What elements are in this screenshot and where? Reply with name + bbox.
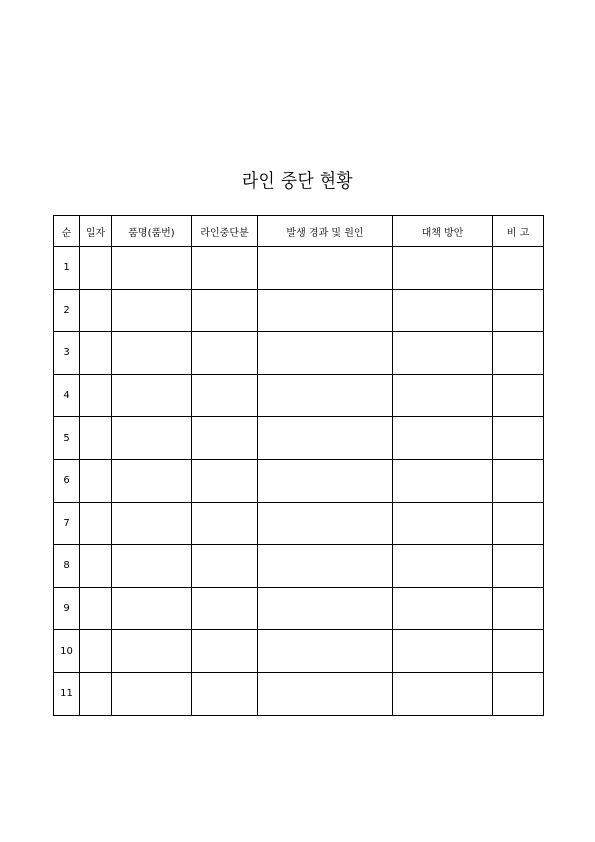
- countermeasure-cell[interactable]: [393, 289, 493, 332]
- header-remarks: 비 고: [493, 216, 544, 247]
- product-cell[interactable]: [112, 672, 192, 715]
- date-cell[interactable]: [80, 417, 112, 460]
- table-row: [54, 672, 544, 715]
- remarks-cell[interactable]: [493, 587, 544, 630]
- product-cell[interactable]: [112, 374, 192, 417]
- row-number: 4: [54, 374, 80, 417]
- cause-cell[interactable]: [258, 502, 393, 545]
- remarks-cell[interactable]: [493, 289, 544, 332]
- product-cell[interactable]: [112, 289, 192, 332]
- row-number: 10: [54, 630, 80, 673]
- product-cell[interactable]: [112, 417, 192, 460]
- product-cell[interactable]: [112, 459, 192, 502]
- remarks-cell[interactable]: [493, 247, 544, 290]
- document-title: 라인 중단 현황: [241, 170, 354, 192]
- table-row: [54, 459, 544, 502]
- date-cell[interactable]: [80, 289, 112, 332]
- countermeasure-cell[interactable]: [393, 332, 493, 375]
- countermeasure-cell[interactable]: [393, 587, 493, 630]
- cause-cell[interactable]: [258, 417, 393, 460]
- stop-minutes-cell[interactable]: [192, 332, 258, 375]
- table-row: [54, 332, 544, 375]
- countermeasure-cell[interactable]: [393, 417, 493, 460]
- cause-cell[interactable]: [258, 630, 393, 673]
- row-number: 11: [54, 672, 80, 715]
- stop-minutes-cell[interactable]: [192, 459, 258, 502]
- header-date: 일자: [80, 216, 112, 247]
- remarks-cell[interactable]: [493, 630, 544, 673]
- date-cell[interactable]: [80, 545, 112, 588]
- row-number: 5: [54, 417, 80, 460]
- countermeasure-cell[interactable]: [393, 374, 493, 417]
- cause-cell[interactable]: [258, 247, 393, 290]
- table-row: [54, 587, 544, 630]
- cause-cell[interactable]: [258, 545, 393, 588]
- cause-cell[interactable]: [258, 672, 393, 715]
- header-seq: 순: [54, 216, 80, 247]
- stop-minutes-cell[interactable]: [192, 417, 258, 460]
- countermeasure-cell[interactable]: [393, 672, 493, 715]
- countermeasure-cell[interactable]: [393, 545, 493, 588]
- stop-minutes-cell[interactable]: [192, 672, 258, 715]
- cause-cell[interactable]: [258, 374, 393, 417]
- row-number: 7: [54, 502, 80, 545]
- remarks-cell[interactable]: [493, 332, 544, 375]
- table-row: [54, 417, 544, 460]
- table-row: [54, 502, 544, 545]
- cause-cell[interactable]: [258, 289, 393, 332]
- header-product: 품명(품번): [112, 216, 192, 247]
- remarks-cell[interactable]: [493, 417, 544, 460]
- date-cell[interactable]: [80, 630, 112, 673]
- table-header-row: [54, 216, 544, 247]
- date-cell[interactable]: [80, 247, 112, 290]
- stop-minutes-cell[interactable]: [192, 545, 258, 588]
- cause-cell[interactable]: [258, 459, 393, 502]
- stop-minutes-cell[interactable]: [192, 630, 258, 673]
- line-stoppage-table: [53, 215, 544, 716]
- stop-minutes-cell[interactable]: [192, 247, 258, 290]
- table-row: [54, 374, 544, 417]
- table-row: [54, 630, 544, 673]
- product-cell[interactable]: [112, 630, 192, 673]
- product-cell[interactable]: [112, 587, 192, 630]
- countermeasure-cell[interactable]: [393, 459, 493, 502]
- date-cell[interactable]: [80, 502, 112, 545]
- date-cell[interactable]: [80, 459, 112, 502]
- stop-minutes-cell[interactable]: [192, 587, 258, 630]
- row-number: 3: [54, 332, 80, 375]
- product-cell[interactable]: [112, 247, 192, 290]
- countermeasure-cell[interactable]: [393, 502, 493, 545]
- product-cell[interactable]: [112, 332, 192, 375]
- date-cell[interactable]: [80, 672, 112, 715]
- stop-minutes-cell[interactable]: [192, 289, 258, 332]
- header-countermeasure: 대책 방안: [393, 216, 493, 247]
- table-row: [54, 545, 544, 588]
- row-number: 8: [54, 545, 80, 588]
- date-cell[interactable]: [80, 587, 112, 630]
- row-number: 9: [54, 587, 80, 630]
- cause-cell[interactable]: [258, 332, 393, 375]
- header-stop-minutes: 라인중단분: [192, 216, 258, 247]
- table-row: [54, 247, 544, 290]
- remarks-cell[interactable]: [493, 502, 544, 545]
- stop-minutes-cell[interactable]: [192, 502, 258, 545]
- date-cell[interactable]: [80, 332, 112, 375]
- product-cell[interactable]: [112, 502, 192, 545]
- date-cell[interactable]: [80, 374, 112, 417]
- remarks-cell[interactable]: [493, 374, 544, 417]
- row-number: 2: [54, 289, 80, 332]
- remarks-cell[interactable]: [493, 459, 544, 502]
- remarks-cell[interactable]: [493, 545, 544, 588]
- countermeasure-cell[interactable]: [393, 247, 493, 290]
- table-row: [54, 289, 544, 332]
- stop-minutes-cell[interactable]: [192, 374, 258, 417]
- header-cause: 발생 경과 및 원인: [258, 216, 393, 247]
- product-cell[interactable]: [112, 545, 192, 588]
- cause-cell[interactable]: [258, 587, 393, 630]
- countermeasure-cell[interactable]: [393, 630, 493, 673]
- row-number: 6: [54, 459, 80, 502]
- remarks-cell[interactable]: [493, 672, 544, 715]
- row-number: 1: [54, 247, 80, 290]
